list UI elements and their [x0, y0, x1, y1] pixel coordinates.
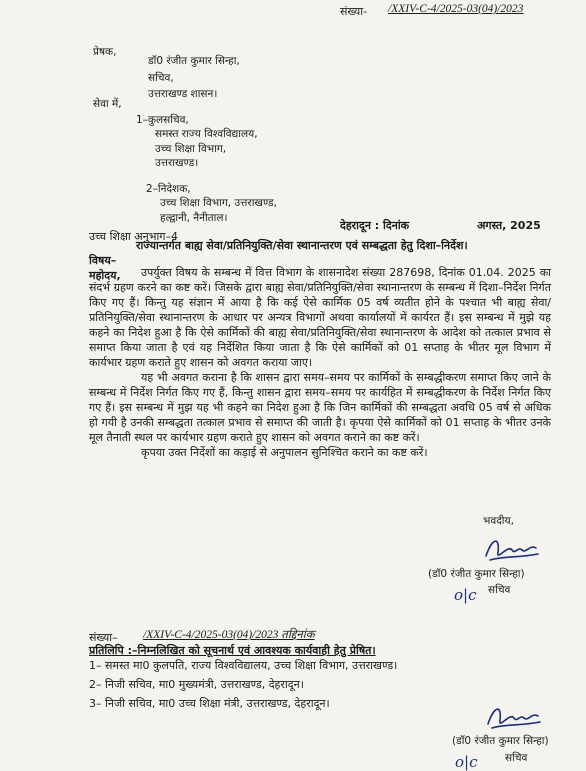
copy-item-2: 2– निजी सचिव, मा0 मुख्यमंत्री, उत्तराखण्ड, देहरादून। — [89, 678, 304, 691]
recipient2-line1: 2–निदेशक, — [146, 183, 191, 195]
recipient1-line1: 1–कुलसचिव, — [136, 114, 189, 126]
date-month: अगस्त, 2025 — [477, 219, 541, 232]
subject-text: राज्यान्तर्गत बाह्य सेवा/प्रतिनियुक्ति/सेवा स्थानान्तरण एवं सम्बद्धता हेतु दिशा–निर्देश। — [136, 239, 468, 252]
sender-name: डॉ0 रंजीत कुमार सिन्हा, — [148, 55, 240, 67]
copy-initials-mark-icon: o|c — [455, 753, 478, 771]
sender-office: उत्तराखण्ड शासन। — [148, 88, 218, 100]
signature-icon — [478, 530, 548, 570]
copy-heading: प्रतिलिपि :–निम्नलिखित को सूचनार्थ एवं आवश्यक कार्यवाही हेतु प्रेषित। — [89, 644, 376, 657]
body-paragraph-1: उपर्युक्त विषय के सम्बन्ध में वित्त विभाग के शासनादेश संख्या 287698, दिनांक 01.04. 2025 का संदर्भ ग्रहण करने का कष्ट करें। जिसके द्वारा बाह्य सेवा/प्रतिनियुक्ति/सेवा स्थानान्तरण के सम्बन्ध में दिशा–निर्देश निर्गत किए गए हैं। किन्तु यह संज्ञान में आया है कि कई ऐसे कार्मिक 05 वर्ष व्यतीत होने के पश्चात भी बाह्य सेवा/प्रतिनियुक्ति/सेवा स्थानान्तरण के आधार पर अन्यत्र विभागों अथवा कार्यालयों में कार्यरत हैं। इस सम्बन्ध में मुझे यह कहने का निदेश हुआ है कि ऐसे कार्मिकों की बाह्य सेवा/प्रतिनियुक्ति/सेवा स्थानान्तरण के आदेश को तत्काल प्रभाव से समाप्त किया जाता है एवं यह निर्देशित किया जाता है कि ऐसे कार्मिकों को 01 सप्ताह के भीतर मूल विभाग में कार्यभार ग्रहण कराते हुए शासन को अवगत कराया जाए। — [89, 266, 551, 369]
date-place: देहरादून : दिनांक — [340, 219, 410, 232]
ref-label: संख्या- — [340, 5, 368, 18]
recipient1-line4: उत्तराखण्ड। — [155, 157, 199, 169]
recipients-label: सेवा में, — [93, 98, 122, 110]
body-paragraph-3: कृपया उक्त निर्देशों का कड़ाई से अनुपालन सुनिश्चित कराने का कष्ट करें। — [141, 446, 428, 459]
section-anubhag: उच्च शिक्षा अनुभाग–4 — [89, 230, 179, 243]
closing-designation: सचिव — [488, 584, 511, 596]
copy-designation: सचिव — [505, 752, 528, 764]
recipient2-line2: उच्च शिक्षा विभाग, उत्तराखण्ड, — [160, 197, 277, 209]
recipient1-line3: उच्च शिक्षा विभाग, — [155, 143, 227, 155]
body-text — [89, 265, 551, 460]
salutation: महोदय, — [89, 269, 121, 282]
copy-ref-label: संख्या– — [89, 631, 118, 644]
sender-designation: सचिव, — [148, 72, 174, 84]
copy-signature-icon — [480, 700, 550, 738]
ref-number: /XXIV-C-4/2025-03(04)/2023 — [388, 3, 524, 15]
closing-bhavdiya: भवदीय, — [483, 515, 514, 527]
subject-label: विषय– — [89, 254, 117, 267]
initials-mark-icon: o|c — [454, 586, 477, 604]
recipient1-line2: समस्त राज्य विश्वविद्यालय, — [155, 128, 258, 140]
sender-label: प्रेषक, — [93, 46, 117, 58]
copy-ref-number: /XXIV-C-4/2025-03(04)/2023 तद्दिनांक — [143, 629, 315, 641]
recipient2-line3: हल्द्वानी, नैनीताल। — [160, 212, 228, 224]
copy-name: (डॉ0 रंजीत कुमार सिन्हा) — [452, 735, 549, 747]
closing-name: (डॉ0 रंजीत कुमार सिन्हा) — [428, 568, 525, 580]
copy-item-1: 1– समस्त मा0 कुलपति, राज्य विश्वविद्यालय, उच्च शिक्षा विभाग, उत्तराखण्ड। — [89, 659, 398, 672]
copy-item-3: 3– निजी सचिव, मा0 उच्च शिक्षा मंत्री, उत्तराखण्ड, देहरादून। — [89, 697, 330, 710]
body-paragraph-2: यह भी अवगत कराना है कि शासन द्वारा समय–समय पर कार्मिकों के सम्बद्धीकरण समाप्त किए जाने के सम्बन्ध में निर्देश निर्गत किए गए हैं, किन्तु शासन द्वारा समय–समय पर कार्यहित में सम्बद्धीकरण के निर्देश निर्गत किए गए हैं। इस सम्बन्ध में मुझ यह भी कहने का निदेश हुआ है कि जिन कार्मिकों की सम्बद्धता अवधि 05 वर्ष से अधिक हो गयी है उनकी सम्बद्धता तत्काल प्रभाव से समाप्त की जाती है। कृपया ऐसे कार्मिकों को 01 सप्ताह के भीतर उनके मूल तैनाती स्थल पर कार्यभार ग्रहण कराते हुए शासन को अवगत कराने का कष्ट करें। — [89, 371, 551, 444]
